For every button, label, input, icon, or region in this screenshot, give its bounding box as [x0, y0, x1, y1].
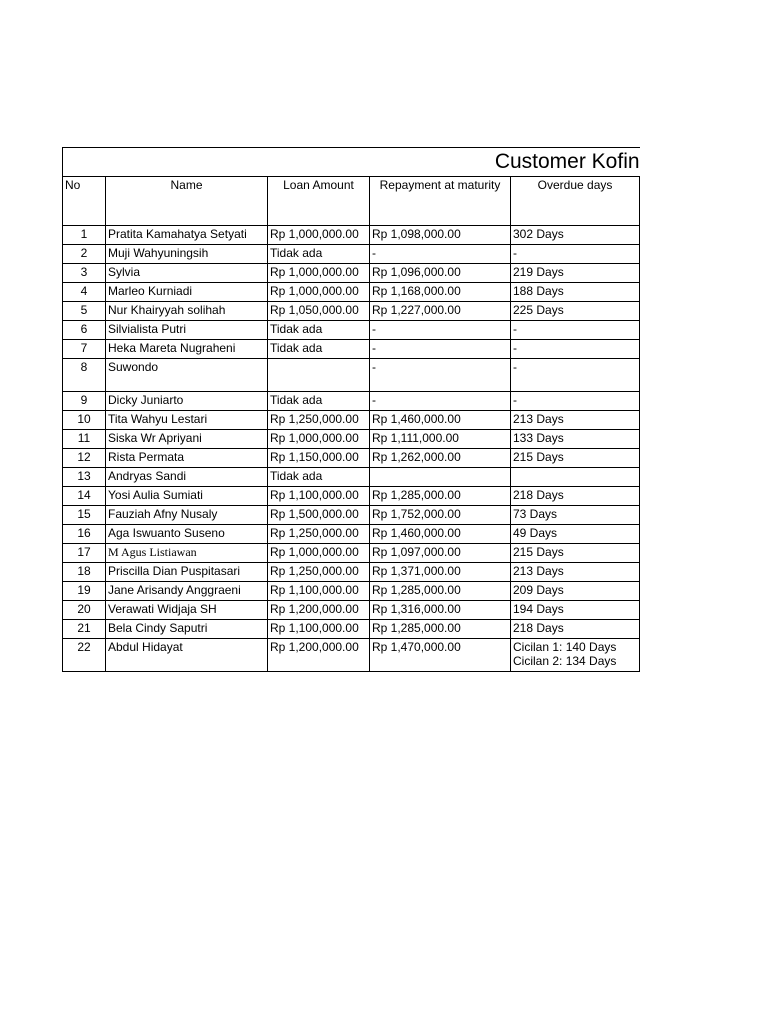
- cell-name: Nur Khairyyah solihah: [106, 302, 268, 321]
- table-row: [63, 340, 640, 359]
- cell-no: 19: [63, 582, 106, 601]
- cell-loan: Rp 1,200,000.00: [268, 601, 370, 620]
- cell-repayment: Rp 1,262,000.00: [370, 449, 511, 468]
- cell-name: Jane Arisandy Anggraeni: [106, 582, 268, 601]
- cell-repayment: Rp 1,097,000.00: [370, 544, 511, 563]
- table-row: [63, 639, 640, 672]
- cell-repayment: Rp 1,316,000.00: [370, 601, 511, 620]
- customer-table-container: [62, 147, 639, 672]
- cell-overdue: 213 Days: [511, 411, 640, 430]
- header-no: No: [63, 177, 106, 226]
- customer-table: [62, 147, 640, 672]
- table-row: [63, 620, 640, 639]
- cell-name: Pratita Kamahatya Setyati: [106, 226, 268, 245]
- cell-name: Siska Wr Apriyani: [106, 430, 268, 449]
- cell-overdue: -: [511, 245, 640, 264]
- cell-loan: Tidak ada: [268, 340, 370, 359]
- cell-repayment: -: [370, 245, 511, 264]
- cell-repayment: Rp 1,168,000.00: [370, 283, 511, 302]
- header-repayment: Repayment at maturity: [370, 177, 511, 226]
- cell-overdue: 194 Days: [511, 601, 640, 620]
- cell-name: M Agus Listiawan: [106, 544, 268, 563]
- cell-no: 5: [63, 302, 106, 321]
- table-row: [63, 544, 640, 563]
- cell-overdue: -: [511, 392, 640, 411]
- cell-loan: Rp 1,250,000.00: [268, 411, 370, 430]
- cell-no: 17: [63, 544, 106, 563]
- table-row: [63, 563, 640, 582]
- table-row: [63, 430, 640, 449]
- cell-loan: Rp 1,100,000.00: [268, 487, 370, 506]
- cell-no: 1: [63, 226, 106, 245]
- sheet-title: Customer Kofin: [63, 148, 640, 177]
- cell-loan: Rp 1,000,000.00: [268, 544, 370, 563]
- table-row: [63, 525, 640, 544]
- cell-no: 14: [63, 487, 106, 506]
- cell-loan: Tidak ada: [268, 245, 370, 264]
- table-row: [63, 601, 640, 620]
- cell-loan: Rp 1,500,000.00: [268, 506, 370, 525]
- cell-name: Verawati Widjaja SH: [106, 601, 268, 620]
- table-row: [63, 359, 640, 392]
- cell-name: Abdul Hidayat: [106, 639, 268, 672]
- cell-no: 16: [63, 525, 106, 544]
- cell-loan: Rp 1,150,000.00: [268, 449, 370, 468]
- cell-repayment: Rp 1,098,000.00: [370, 226, 511, 245]
- cell-no: 10: [63, 411, 106, 430]
- cell-loan: [268, 359, 370, 392]
- header-name: Name: [106, 177, 268, 226]
- cell-repayment: -: [370, 321, 511, 340]
- cell-name: Muji Wahyuningsih: [106, 245, 268, 264]
- cell-loan: Rp 1,000,000.00: [268, 430, 370, 449]
- table-row: [63, 321, 640, 340]
- table-row: [63, 302, 640, 321]
- cell-name: Sylvia: [106, 264, 268, 283]
- table-row: [63, 226, 640, 245]
- cell-name: Marleo Kurniadi: [106, 283, 268, 302]
- cell-no: 4: [63, 283, 106, 302]
- table-row: [63, 506, 640, 525]
- header-loan-amount: Loan Amount: [268, 177, 370, 226]
- cell-name: Bela Cindy Saputri: [106, 620, 268, 639]
- cell-loan: Rp 1,000,000.00: [268, 226, 370, 245]
- cell-overdue: -: [511, 321, 640, 340]
- table-row: [63, 392, 640, 411]
- cell-overdue: 213 Days: [511, 563, 640, 582]
- cell-overdue: 209 Days: [511, 582, 640, 601]
- cell-name: Dicky Juniarto: [106, 392, 268, 411]
- table-row: [63, 411, 640, 430]
- cell-name: Andryas Sandi: [106, 468, 268, 487]
- cell-overdue: 49 Days: [511, 525, 640, 544]
- header-row: [63, 177, 640, 226]
- cell-loan: Rp 1,250,000.00: [268, 563, 370, 582]
- cell-no: 21: [63, 620, 106, 639]
- cell-no: 7: [63, 340, 106, 359]
- cell-repayment: Rp 1,460,000.00: [370, 525, 511, 544]
- cell-repayment: [370, 468, 511, 487]
- table-row: [63, 264, 640, 283]
- cell-repayment: -: [370, 359, 511, 392]
- cell-repayment: Rp 1,470,000.00: [370, 639, 511, 672]
- cell-repayment: Rp 1,371,000.00: [370, 563, 511, 582]
- cell-overdue: 215 Days: [511, 449, 640, 468]
- cell-repayment: -: [370, 392, 511, 411]
- cell-overdue: 73 Days: [511, 506, 640, 525]
- cell-name: Fauziah Afny Nusaly: [106, 506, 268, 525]
- cell-no: 18: [63, 563, 106, 582]
- cell-overdue: 302 Days: [511, 226, 640, 245]
- cell-repayment: Rp 1,285,000.00: [370, 620, 511, 639]
- header-overdue-days: Overdue days: [511, 177, 640, 226]
- table-row: [63, 582, 640, 601]
- cell-loan: Rp 1,100,000.00: [268, 620, 370, 639]
- cell-loan: Tidak ada: [268, 321, 370, 340]
- cell-overdue: 225 Days: [511, 302, 640, 321]
- cell-no: 22: [63, 639, 106, 672]
- table-row: [63, 487, 640, 506]
- cell-overdue: -: [511, 340, 640, 359]
- cell-no: 3: [63, 264, 106, 283]
- cell-no: 8: [63, 359, 106, 392]
- overdue-line-2: Cicilan 2: 134 Days: [513, 654, 617, 668]
- cell-loan: Rp 1,100,000.00: [268, 582, 370, 601]
- cell-loan: Rp 1,250,000.00: [268, 525, 370, 544]
- table-row: [63, 283, 640, 302]
- cell-overdue: 218 Days: [511, 620, 640, 639]
- cell-repayment: Rp 1,460,000.00: [370, 411, 511, 430]
- cell-repayment: Rp 1,227,000.00: [370, 302, 511, 321]
- cell-overdue: 188 Days: [511, 283, 640, 302]
- cell-name: Silvialista Putri: [106, 321, 268, 340]
- cell-repayment: -: [370, 340, 511, 359]
- cell-no: 20: [63, 601, 106, 620]
- cell-no: 12: [63, 449, 106, 468]
- cell-overdue: -: [511, 359, 640, 392]
- cell-repayment: Rp 1,285,000.00: [370, 582, 511, 601]
- cell-loan: Rp 1,000,000.00: [268, 283, 370, 302]
- cell-loan: Tidak ada: [268, 392, 370, 411]
- cell-name: Tita Wahyu Lestari: [106, 411, 268, 430]
- cell-no: 13: [63, 468, 106, 487]
- overdue-line-1: Cicilan 1: 140 Days: [513, 640, 617, 654]
- cell-name: Suwondo: [106, 359, 268, 392]
- cell-repayment: Rp 1,752,000.00: [370, 506, 511, 525]
- cell-no: 2: [63, 245, 106, 264]
- cell-loan: Rp 1,050,000.00: [268, 302, 370, 321]
- cell-no: 15: [63, 506, 106, 525]
- cell-overdue: 218 Days: [511, 487, 640, 506]
- title-row: [63, 148, 640, 177]
- cell-overdue: 219 Days: [511, 264, 640, 283]
- cell-name: Yosi Aulia Sumiati: [106, 487, 268, 506]
- cell-loan: Rp 1,000,000.00: [268, 264, 370, 283]
- cell-name: Aga Iswuanto Suseno: [106, 525, 268, 544]
- cell-name: Rista Permata: [106, 449, 268, 468]
- cell-repayment: Rp 1,096,000.00: [370, 264, 511, 283]
- cell-repayment: Rp 1,111,000.00: [370, 430, 511, 449]
- cell-name: Priscilla Dian Puspitasari: [106, 563, 268, 582]
- cell-overdue: [511, 468, 640, 487]
- table-row: [63, 468, 640, 487]
- table-row: [63, 245, 640, 264]
- cell-overdue: 133 Days: [511, 430, 640, 449]
- cell-overdue: [511, 639, 640, 672]
- table-row: [63, 449, 640, 468]
- cell-overdue: 215 Days: [511, 544, 640, 563]
- cell-name: Heka Mareta Nugraheni: [106, 340, 268, 359]
- cell-loan: Tidak ada: [268, 468, 370, 487]
- cell-no: 11: [63, 430, 106, 449]
- cell-no: 6: [63, 321, 106, 340]
- cell-no: 9: [63, 392, 106, 411]
- cell-repayment: Rp 1,285,000.00: [370, 487, 511, 506]
- cell-loan: Rp 1,200,000.00: [268, 639, 370, 672]
